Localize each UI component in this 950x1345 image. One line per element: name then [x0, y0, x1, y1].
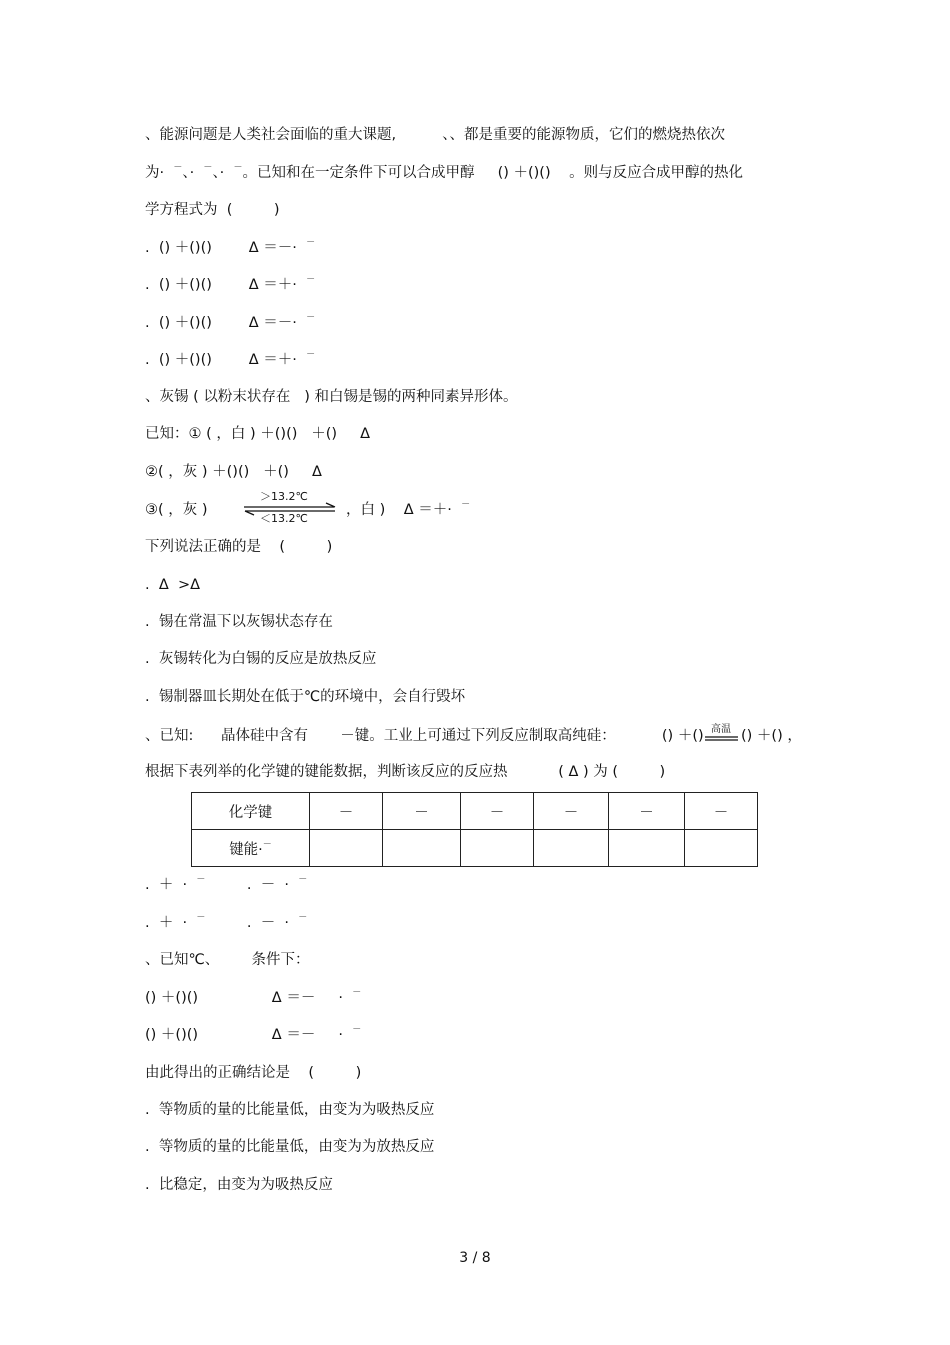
table-header-cell: －	[609, 793, 685, 830]
q4-eq2-sup: －	[352, 1025, 362, 1035]
q2-eq3-sup: －	[461, 500, 471, 510]
q3-options-row2	[145, 913, 307, 935]
q3-option-b: . － ·	[205, 877, 299, 893]
q1-sup-1: －	[173, 163, 183, 173]
high-temp-label: 高温	[711, 724, 731, 735]
table-cell	[685, 830, 758, 867]
q3-line1b: () ＋() ，	[741, 728, 802, 744]
arrow-condition-top: ＞13.2℃	[260, 490, 308, 503]
q4-option-b: . 等物质的量的比能量低，由变为为放热反应	[145, 1139, 435, 1155]
q1-option-c-text: . () ＋()() Δ ＝－·	[145, 315, 307, 331]
q4-eq1-text: () ＋()() Δ ＝－ ·	[145, 990, 353, 1006]
q1-option-a-text: . () ＋()() Δ ＝－·	[145, 240, 307, 256]
q3-option-d: . － ·	[205, 915, 299, 931]
q2-option-b: . 锡在常温下以灰锡状态存在	[145, 614, 333, 630]
q2-line1: 、灰锡 ( 以粉末状存在 ) 和白锡是锡的两种同素异形体。	[145, 389, 518, 405]
q1-line2a: 为·	[145, 165, 174, 181]
q3-option-d-sup: －	[298, 913, 308, 923]
q1-option-d	[145, 350, 315, 372]
q1-sup-3: －	[233, 163, 243, 173]
q1-line2	[145, 163, 743, 185]
arrow-condition-bottom: ＜13.2℃	[260, 512, 308, 525]
table-header-cell: －	[383, 793, 461, 830]
q4-eq1-sup: －	[352, 988, 362, 998]
q1-option-a	[145, 238, 315, 260]
q1-line2c: 、·	[212, 165, 234, 181]
q2-eq3a: ③( ，灰 )	[145, 502, 208, 518]
q1-option-b-sup: －	[306, 275, 316, 285]
q4-eq1	[145, 988, 361, 1010]
q1-sup-2: －	[203, 163, 213, 173]
q2-option-a: . Δ >Δ	[145, 577, 201, 593]
q3-option-b-sup: －	[298, 875, 308, 885]
q1-line2b: 、·	[182, 165, 204, 181]
table-row	[192, 793, 758, 830]
q2-eq2: ②( ，灰 ) ＋()() ＋() Δ	[145, 464, 322, 480]
q3-line1: 、已知: 晶体硅中含有 －键。工业上可通过下列反应制取高纯硅： () ＋()	[145, 728, 704, 744]
reversible-arrow	[242, 491, 338, 527]
q3-option-a: . ＋ ·	[145, 877, 197, 893]
q1-line1: 、能源问题是人类社会面临的重大课题, 、、都是重要的能源物质，它们的燃烧热依次	[145, 127, 725, 143]
high-temp-condition	[704, 724, 740, 748]
q1-line3: 学方程式为 ( )	[145, 202, 280, 218]
q4-line1: 、已知℃、 条件下：	[145, 952, 310, 968]
table-header-cell: －	[685, 793, 758, 830]
table-cell-label	[192, 830, 310, 867]
q3-line2: 根据下表列举的化学键的键能数据，判断该反应的反应热 ( Δ ) 为 ( )	[145, 764, 666, 780]
table-header-cell: －	[461, 793, 534, 830]
q1-option-c	[145, 313, 315, 335]
table-cell	[461, 830, 534, 867]
page-number: 3 / 8	[459, 1250, 491, 1266]
q1-option-c-sup: －	[306, 313, 316, 323]
table-header-cell: 化学键	[192, 793, 310, 830]
q1-option-d-sup: －	[306, 350, 316, 360]
q4-option-a: . 等物质的量的比能量低，由变为为吸热反应	[145, 1102, 435, 1118]
q2-known-eq1: 已知：① ( ，白 ) ＋()() ＋() Δ	[145, 426, 370, 442]
table-row	[192, 830, 758, 867]
q4-eq2	[145, 1025, 361, 1047]
q3-option-a-sup: －	[196, 875, 206, 885]
q4-option-c: . 比稳定，由变为为吸热反应	[145, 1177, 333, 1193]
q2-option-c: . 灰锡转化为白锡的反应是放热反应	[145, 651, 377, 667]
table-cell	[383, 830, 461, 867]
table-header-cell: －	[310, 793, 383, 830]
q2-option-d: . 锡制器皿长期处在低于℃的环境中，会自行毁坏	[145, 689, 466, 705]
q3-option-c-sup: －	[196, 913, 206, 923]
table-header-cell: －	[534, 793, 609, 830]
table-cell	[609, 830, 685, 867]
q2-stem: 下列说法正确的是 ( )	[145, 539, 333, 555]
q2-eq3b-text: ，白 ) Δ ＝＋·	[346, 502, 462, 518]
table-cell	[534, 830, 609, 867]
q3-options-row1	[145, 875, 307, 897]
q1-option-b-text: . () ＋()() Δ ＝＋·	[145, 277, 307, 293]
q1-option-d-text: . () ＋()() Δ ＝＋·	[145, 352, 307, 368]
bond-energy-table	[191, 792, 758, 867]
q1-option-b	[145, 275, 315, 297]
table-cell	[310, 830, 383, 867]
equals-sign-icon	[704, 724, 740, 748]
q1-option-a-sup: －	[306, 238, 316, 248]
q1-line2d: 。已知和在一定条件下可以合成甲醇 () ＋()() 。则与反应合成甲醇的热化	[242, 165, 744, 181]
q4-eq2-text: () ＋()() Δ ＝－ ·	[145, 1027, 353, 1043]
bond-energy-label: 键能·	[229, 841, 263, 858]
bond-energy-sup: －	[262, 839, 272, 850]
q3-option-c: . ＋ ·	[145, 915, 197, 931]
q4-stem: 由此得出的正确结论是 ( )	[145, 1065, 362, 1081]
q2-eq3b	[346, 500, 470, 522]
